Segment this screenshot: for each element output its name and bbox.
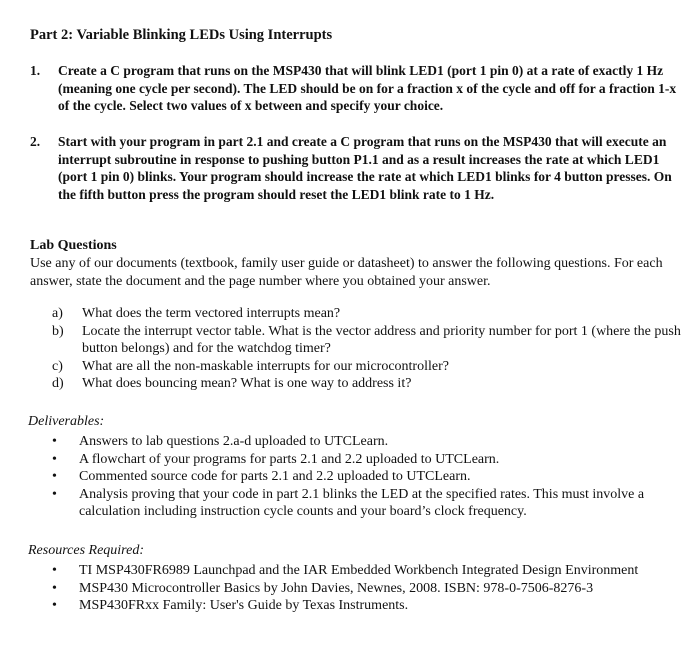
question-item-b [52,323,692,358]
bullet-icon: • [52,580,57,596]
resources-heading: Resources Required: [28,543,144,558]
deliverable-item [52,486,692,521]
question-letter: a) [52,306,63,321]
resource-text: TI MSP430FR6989 Launchpad and the IAR Embedded Workbench Integrated Design Environment [79,563,639,578]
question-letter: d) [52,376,64,391]
deliverable-item [52,468,692,486]
deliverable-item [52,451,692,469]
deliverable-item [52,433,692,451]
resource-item [52,597,692,615]
bullet-icon: • [52,486,57,502]
deliverable-text: A flowchart of your programs for parts 2.1 and 2.2 uploaded to UTCLearn. [79,451,500,467]
task-number: 1. [30,63,41,78]
task-text: Start with your program in part 2.1 and create a C program that runs on the MSP430 that will execute an interrupt subroutine in response to pushing button P1.1 and as a result increases the rate at which LED1 (port 1 pin 0) blinks. Your program should increase the rate at which LED1 blinks for 4 button presses. On the fifth button press the program should reset the LED1 blink rate to 1 Hz. [58,134,672,202]
deliverables-list [52,433,692,521]
task-number: 2. [30,134,41,149]
lab-questions-intro: Use any of our documents (textbook, family user guide or datasheet) to answer the following questions. For each answer, state the document and the page number where you obtained your answer. [30,256,663,289]
question-item-c [52,358,692,376]
question-letter: c) [52,358,63,374]
question-text: What does the term vectored interrupts mean? [82,306,341,321]
bullet-icon: • [52,598,57,613]
question-text: What are all the non-maskable interrupts for our microcontroller? [82,358,449,374]
part-title: Part 2: Variable Blinking LEDs Using Interrupts [30,27,333,43]
deliverable-text: Commented source code for parts 2.1 and 2.2 uploaded to UTCLearn. [79,469,471,484]
bullet-icon: • [52,451,57,467]
question-item-a [52,305,692,323]
deliverable-text: Answers to lab questions 2.a-d uploaded to UTCLearn. [79,434,389,449]
task-text: Create a C program that runs on the MSP430 that will blink LED1 (port 1 pin 0) at a rate of exactly 1 Hz (meaning one cycle per second). The LED should be on for a fraction x of the cycle and off for a fraction 1-x of the cycle. Select two values of x between and specify your choice. [58,63,677,113]
question-text: What does bouncing mean? What is one way to address it? [82,376,412,391]
bullet-icon: • [52,469,57,484]
resources-list [52,562,692,615]
resource-item [52,562,692,580]
resource-text: MSP430 Microcontroller Basics by John Davies, Newnes, 2008. ISBN: 978-0-7506-8276-3 [79,580,594,596]
question-text: Locate the interrupt vector table. What is the vector address and priority number for port 1 (where the push button belongs) and for the watchdog timer? [82,323,681,356]
resource-item [52,580,692,598]
deliverable-text: Analysis proving that your code in part 2.1 blinks the LED at the specified rates. This must involve a calculation including instruction cycle counts and your board’s clock frequency. [79,486,645,519]
question-letter: b) [52,323,64,339]
question-item-d [52,375,692,393]
bullet-icon: • [52,434,57,449]
bullet-icon: • [52,563,57,578]
lab-questions-list [52,305,692,393]
deliverables-heading: Deliverables: [28,414,105,429]
resource-text: MSP430FRxx Family: User's Guide by Texas Instruments. [79,598,409,613]
lab-questions-heading: Lab Questions [30,238,117,253]
